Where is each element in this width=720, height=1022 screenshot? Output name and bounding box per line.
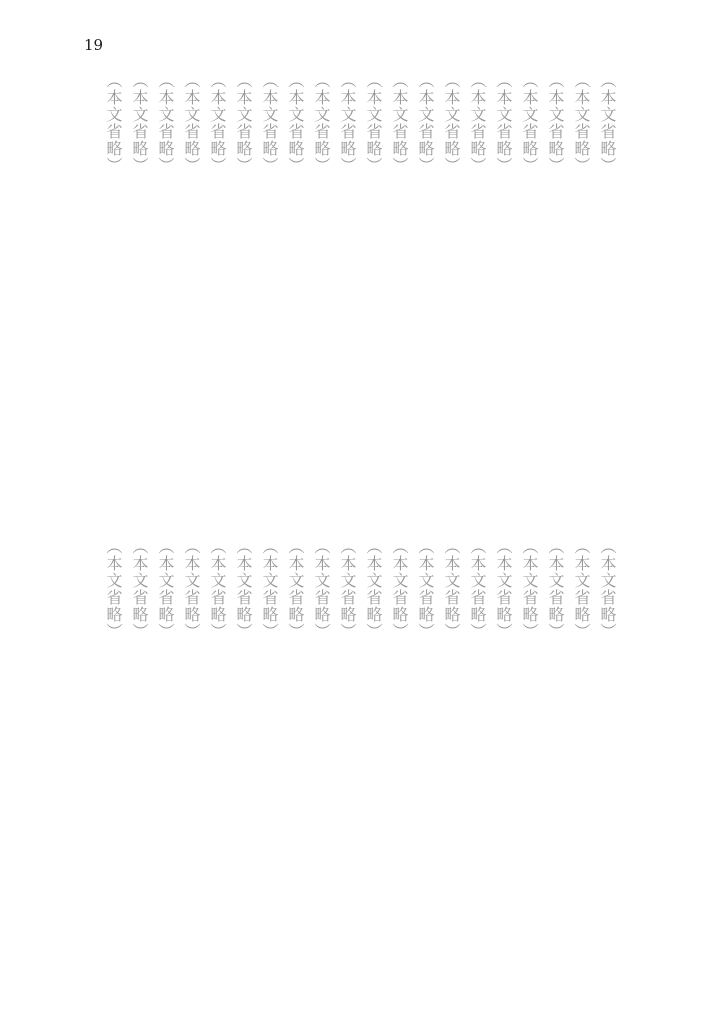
text-line: （本文省略）: [546, 538, 565, 640]
text-line: （本文省略）: [468, 72, 487, 174]
text-line: （本文省略）: [520, 538, 539, 640]
text-line: （本文省略）: [390, 72, 409, 174]
text-line: （本文省略）: [598, 538, 617, 640]
text-line: （本文省略）: [442, 72, 461, 174]
text-line: （本文省略）: [182, 538, 201, 640]
text-line: （本文省略）: [104, 72, 123, 174]
text-line: （本文省略）: [156, 72, 175, 174]
text-line: （本文省略）: [338, 538, 357, 640]
text-line: （本文省略）: [468, 538, 487, 640]
text-line: （本文省略）: [520, 72, 539, 174]
text-line: （本文省略）: [286, 72, 305, 174]
text-line: （本文省略）: [572, 72, 591, 174]
text-line: （本文省略）: [130, 72, 149, 174]
text-line: （本文省略）: [260, 72, 279, 174]
text-line: （本文省略）: [208, 72, 227, 174]
text-line: （本文省略）: [416, 72, 435, 174]
text-line: （本文省略）: [598, 72, 617, 174]
page-number: 19: [84, 36, 104, 54]
text-line: （本文省略）: [208, 538, 227, 640]
text-block-bottom: [80, 538, 620, 988]
text-line: （本文省略）: [286, 538, 305, 640]
text-line: （本文省略）: [312, 538, 331, 640]
text-line: （本文省略）: [312, 72, 331, 174]
text-line: （本文省略）: [234, 72, 253, 174]
text-line: （本文省略）: [364, 72, 383, 174]
text-line: （本文省略）: [156, 538, 175, 640]
text-line: （本文省略）: [390, 538, 409, 640]
text-line: （本文省略）: [260, 538, 279, 640]
text-line: （本文省略）: [546, 72, 565, 174]
text-block-top: [80, 72, 620, 502]
text-line: （本文省略）: [234, 538, 253, 640]
text-line: （本文省略）: [338, 72, 357, 174]
text-line: （本文省略）: [494, 72, 513, 174]
text-line: （本文省略）: [416, 538, 435, 640]
text-line: （本文省略）: [182, 72, 201, 174]
text-line: （本文省略）: [130, 538, 149, 640]
text-line: （本文省略）: [442, 538, 461, 640]
text-line: （本文省略）: [572, 538, 591, 640]
text-line: （本文省略）: [104, 538, 123, 640]
text-line: （本文省略）: [364, 538, 383, 640]
text-line: （本文省略）: [494, 538, 513, 640]
